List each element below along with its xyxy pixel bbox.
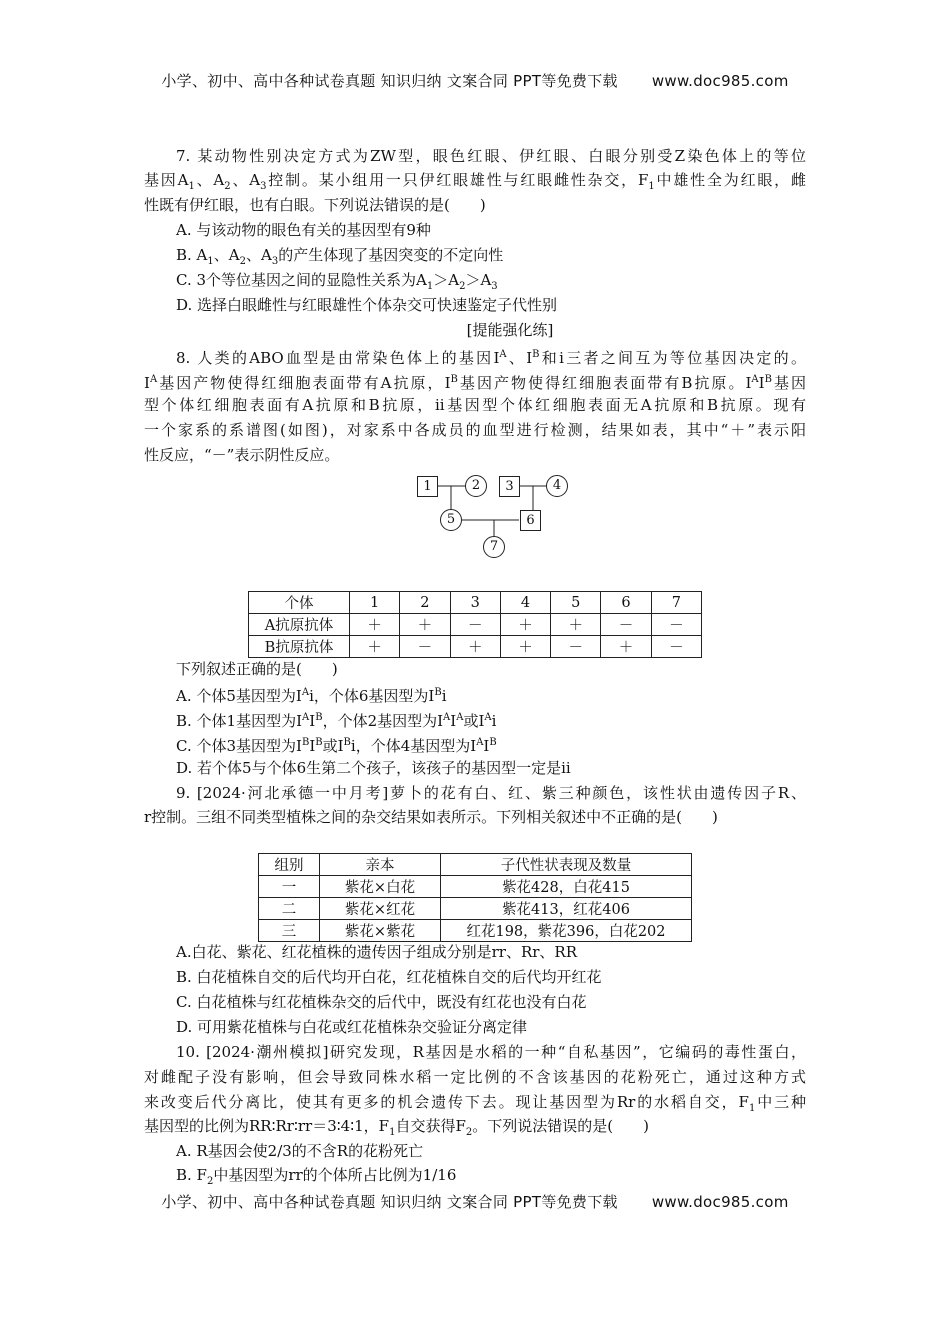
table-header-cell: 亲本 <box>320 854 441 876</box>
q7-option-d: D. 选择白眼雌性与红眼雄性个体杂交可快速鉴定子代性别 <box>176 296 558 314</box>
header-text: 小学、初中、高中各种试卷真题 知识归纳 文案合同 PPT等免费下载 <box>161 72 618 90</box>
q9-line2: r控制。三组不同类型植株之间的杂交结果如表所示。下列相关叙述中不正确的是( ) <box>144 808 718 826</box>
q8-stem: 下列叙述正确的是( ) <box>176 660 338 678</box>
table-cell: ＋ <box>350 614 400 636</box>
q7-line1: 7. 某动物性别决定方式为ZW型，眼色红眼、伊红眼、白眼分别受Z染色体上的等位 <box>176 147 806 165</box>
footer-text: 小学、初中、高中各种试卷真题 知识归纳 文案合同 PPT等免费下载 <box>161 1193 618 1211</box>
table-row <box>249 614 702 636</box>
table-cell: 红花198，紫花396，白花202 <box>441 920 692 942</box>
table-header-cell: 4 <box>500 592 550 614</box>
pedigree-node-2: 2 <box>465 475 487 497</box>
q8-option-d: D. 若个体5与个体6生第二个孩子，该孩子的基因型一定是ii <box>176 759 571 777</box>
q10-option-a: A. R基因会使2/3的不含R的花粉死亡 <box>176 1142 424 1160</box>
q8-option-b: B. 个体1基因型为$I^AI^B$，个体2基因型为$I^AI^A$或$I^Ai$ <box>176 712 497 730</box>
table-cell: 紫花×红花 <box>320 898 441 920</box>
table-cell: － <box>551 636 601 658</box>
table-cell: 紫花×白花 <box>320 876 441 898</box>
table-header-row <box>259 854 692 876</box>
q7-option-a: A. 与该动物的眼色有关的基因型有9种 <box>176 221 431 239</box>
pedigree-node-7: 7 <box>483 536 505 558</box>
table-cell: ＋ <box>601 636 651 658</box>
table-cell: ＋ <box>400 614 450 636</box>
table-cell: － <box>651 614 701 636</box>
table-header-cell: 组别 <box>259 854 320 876</box>
table-cell: ＋ <box>350 636 400 658</box>
table-header-cell: 5 <box>551 592 601 614</box>
table-cell: ＋ <box>500 614 550 636</box>
q7-line3: 性既有伊红眼，也有白眼。下列说法错误的是( ) <box>144 196 486 214</box>
q7-option-c: C. 3个等位基因之间的显隐性关系为$A_1>A_2>A_3$ <box>176 271 498 292</box>
table-cell: B抗原抗体 <box>249 636 350 658</box>
table-row <box>259 898 692 920</box>
q7-option-b: B. $A_1$、$A_2$、$A_3$的产生体现了基因突变的不定向性 <box>176 246 504 267</box>
table-cell: 紫花413，红花406 <box>441 898 692 920</box>
table-cell: 紫花×紫花 <box>320 920 441 942</box>
pedigree-node-1: 1 <box>417 476 438 497</box>
table-cell: － <box>400 636 450 658</box>
page-footer <box>0 1191 950 1212</box>
q8-line2: $I^A$基因产物使得红细胞表面带有A抗原，$I^B$基因产物使得红细胞表面带有B抗原。$I^AI^B$基因 <box>144 374 807 392</box>
table-row <box>259 876 692 898</box>
q8-option-c: C. 个体3基因型为$I^BI^B$或$I^Bi$，个体4基因型为$I^AI^B$ <box>176 737 497 755</box>
pedigree-node-6: 6 <box>520 510 541 531</box>
q8-line5: 性反应，“－”表示阴性反应。 <box>144 446 340 464</box>
table-row <box>259 920 692 942</box>
section-title: [提能强化练] <box>466 321 554 339</box>
table-cell: 紫花428，白花415 <box>441 876 692 898</box>
q8-option-a: A. 个体5基因型为$I^Ai$，个体6基因型为$I^Bi$ <box>176 687 447 705</box>
header-url[interactable]: www.doc985.com <box>651 72 789 90</box>
q9-option-a: A.白花、紫花、红花植株的遗传因子组成分别是rr、Rr、RR <box>176 943 577 961</box>
page-header <box>0 70 950 91</box>
table-cell: － <box>450 614 500 636</box>
q8-line3: 型个体红细胞表面有A抗原和B抗原，ii基因型个体红细胞表面无A抗原和B抗原。现有 <box>144 396 806 414</box>
table-header-cell: 7 <box>651 592 701 614</box>
q9-cross-table <box>258 853 692 942</box>
table-cell: 三 <box>259 920 320 942</box>
table-header-cell: 1 <box>350 592 400 614</box>
q10-line4: 基因型的比例为RR∶Rr∶rr＝3∶4∶1，$F_1$自交获得$F_2$。下列说法错误的是( ) <box>144 1117 649 1138</box>
q9-line1: 9. [2024·河北承德一中月考]萝卜的花有白、红、紫三种颜色，该性状由遗传因子R、 <box>176 784 806 802</box>
table-header-cell: 2 <box>400 592 450 614</box>
table-row <box>249 636 702 658</box>
table-header-cell: 3 <box>450 592 500 614</box>
q10-line1: 10. [2024·潮州模拟]研究发现，R基因是水稻的一种“自私基因”，它编码的毒性蛋白， <box>176 1043 806 1061</box>
table-cell: ＋ <box>500 636 550 658</box>
table-cell: ＋ <box>450 636 500 658</box>
table-cell: 二 <box>259 898 320 920</box>
q9-option-d: D. 可用紫花植株与白花或红花植株杂交验证分离定律 <box>176 1018 528 1036</box>
q8-line4: 一个家系的系谱图(如图)，对家系中各成员的血型进行检测，结果如表，其中“＋”表示阳 <box>144 421 806 439</box>
table-header-row <box>249 592 702 614</box>
table-cell: － <box>651 636 701 658</box>
table-header-cell: 个体 <box>249 592 350 614</box>
q9-option-c: C. 白花植株与红花植株杂交的后代中，既没有红花也没有白花 <box>176 993 587 1011</box>
table-cell: ＋ <box>551 614 601 636</box>
table-cell: 一 <box>259 876 320 898</box>
q9-option-b: B. 白花植株自交的后代均开白花，红花植株自交的后代均开红花 <box>176 968 602 986</box>
table-cell: － <box>601 614 651 636</box>
table-header-cell: 6 <box>601 592 651 614</box>
q7-line2: 基因$A_1$、$A_2$、$A_3$控制。某小组用一只伊红眼雄性与红眼雌性杂交，$F_1$中雄性全为红眼，雌 <box>144 171 806 192</box>
q8-antigen-table <box>248 591 702 658</box>
table-header-cell: 子代性状表现及数量 <box>441 854 692 876</box>
pedigree-node-4: 4 <box>546 475 568 497</box>
table-cell: A抗原抗体 <box>249 614 350 636</box>
q10-line3: 来改变后代分离比，使其有更多的机会遗传下去。现让基因型为Rr的水稻自交，$F_1$中三种 <box>144 1093 806 1114</box>
footer-url[interactable]: www.doc985.com <box>651 1193 789 1211</box>
pedigree-node-5: 5 <box>440 509 462 531</box>
q10-option-b: B. $F_2$中基因型为rr的个体所占比例为1/16 <box>176 1166 457 1187</box>
pedigree-node-3: 3 <box>499 476 520 497</box>
q8-line1: 8. 人类的ABO血型是由常染色体上的基因$I^A$、$I^B$和i三者之间互为等位基因决定的。 <box>176 349 806 367</box>
q10-line2: 对雌配子没有影响，但会导致同株水稻一定比例的不含该基因的花粉死亡，通过这种方式 <box>144 1068 806 1086</box>
